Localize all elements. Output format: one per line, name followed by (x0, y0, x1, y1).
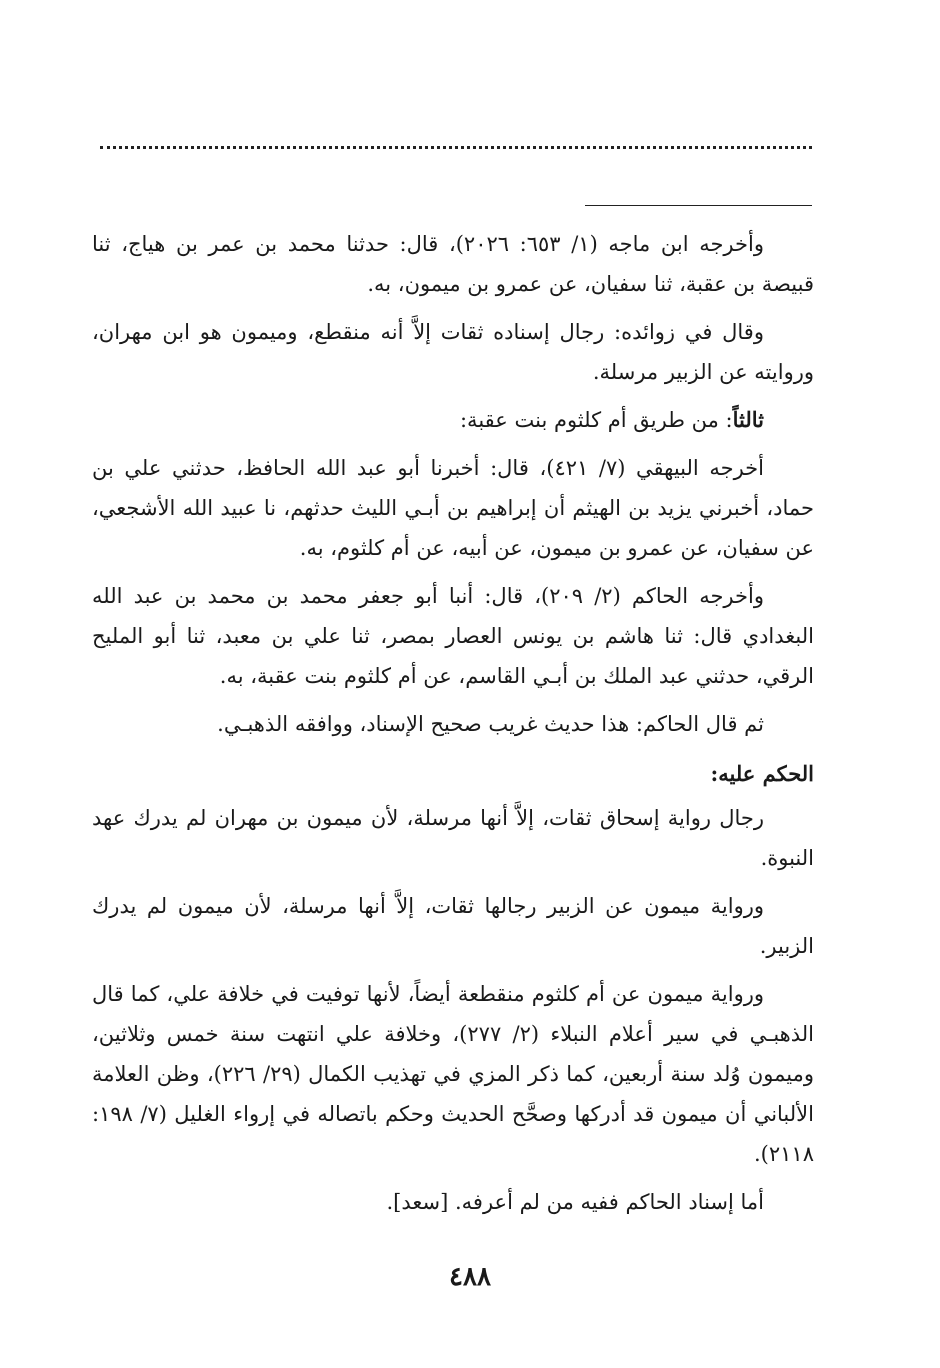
footnote-body (92, 224, 814, 1230)
paragraph-umm-kulthum: ورواية ميمون عن أم كلثوم منقطعة أيضاً، لأنها توفيت في خلافة علي، كما قال الذهبـي في سير أعلام النبلاء (٢/ ٢٧٧)، وخلافة علي انتهت سنة خمس وثلاثين، وميمون وُلد سنة أربعين، كما ذكر المزي في تهذيب الكمال (٢٩/ ٢٢٦)، وظن العلامة الألباني أن ميمون قد أدركها وصحَّح الحديث وحكم باتصاله في إرواء الغليل (٧/ ١٩٨: ٢١١٨). (92, 982, 814, 1166)
paragraph-zubayr: ورواية ميمون عن الزبير رجالها ثقات، إلاَّ أنها مرسلة، لأن ميمون لم يدرك الزبير. (92, 894, 814, 958)
third-route-text: : من طريق أم كلثوم بنت عقبة: (459, 408, 733, 432)
page-number: ٤٨٨ (449, 1262, 491, 1292)
dotted-separator (100, 146, 812, 149)
paragraph-bayhaqi: أخرجه البيهقي (٧/ ٤٢١)، قال: أخبرنا أبو عبد الله الحافظ، حدثني علي بن حماد، أخبرني يزيد بن الهيثم أن إبراهيم بن أبـي الليث حدثهم، نا عبيد الله الأشجعي، عن سفيان، عن عمرو بن ميمون، عن أبيه، عن أم كلثوم، به. (92, 456, 814, 560)
third-route-label: ثالثاً (732, 407, 764, 432)
paragraph-third-route (92, 400, 814, 440)
paragraph-ishaq: رجال رواية إسحاق ثقات، إلاَّ أنها مرسلة، لأن ميمون بن مهران لم يدرك عهد النبوة. (92, 806, 814, 870)
paragraph-zawaid: وقال في زوائده: رجال إسناده ثقات إلاَّ أنه منقطع، وميمون هو ابن مهران، وروايته عن الزبير مرسلة. (92, 320, 814, 384)
paragraph-hakim-ruling: ثم قال الحاكم: هذا حديث غريب صحيح الإسناد، ووافقه الذهبـي. (217, 712, 764, 736)
paragraph-hakim-isnad: أما إسناد الحاكم ففيه من لم أعرفه. [سعد]. (386, 1190, 764, 1214)
paragraph-hakim: وأخرجه الحاكم (٢/ ٢٠٩)، قال: أنبا أبو جعفر محمد بن محمد بن عبد الله البغدادي قال: ثنا هاشم بن يونس العصار بمصر، ثنا علي بن معبد، ثنا أبو المليح الرقي، حدثني عبد الملك بن أبـي القاسم، عن أم كلثوم بنت عقبة، به. (92, 584, 814, 688)
paragraph-ibn-majah: وأخرجه ابن ماجه (١/ ٦٥٣: ٢٠٢٦)، قال: حدثنا محمد بن عمر بن هياج، ثنا قبيصة بن عقبة، ثنا سفيان، عن عمرو بن ميمون، به. (92, 232, 814, 296)
section-heading-ruling: الحكم عليه: (710, 761, 814, 786)
footnote-rule (585, 205, 812, 206)
